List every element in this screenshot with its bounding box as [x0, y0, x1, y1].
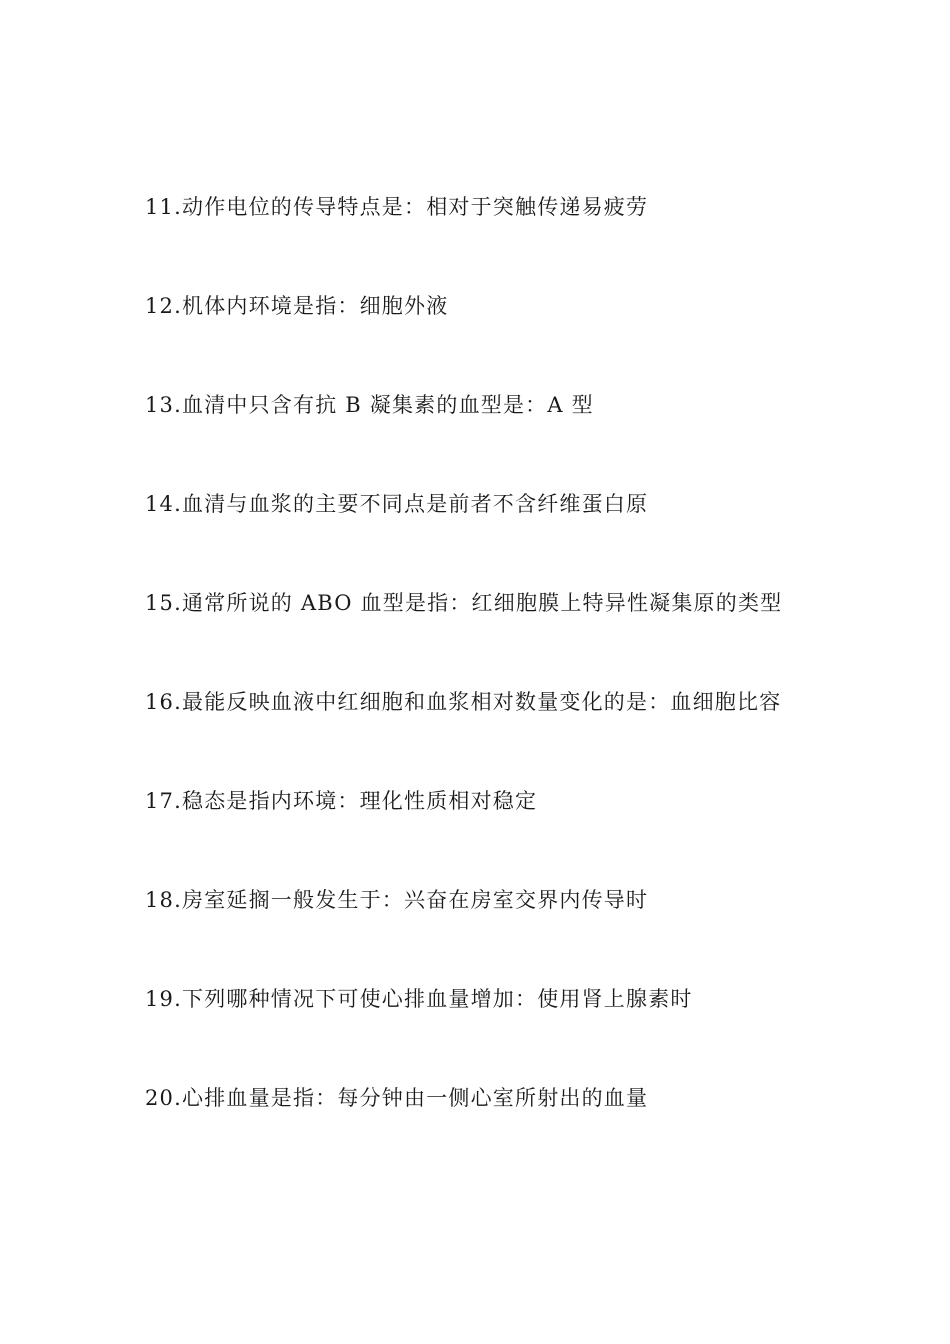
list-item: 14.血清与血浆的主要不同点是前者不含纤维蛋白原 [145, 492, 649, 516]
list-item: 18.房室延搁一般发生于：兴奋在房室交界内传导时 [145, 888, 649, 912]
question-list [145, 183, 825, 1173]
list-item: 20.心排血量是指：每分钟由一侧心室所射出的血量 [145, 1086, 649, 1110]
list-item: 12.机体内环境是指：细胞外液 [145, 294, 449, 318]
list-item: 15.通常所说的 ABO 血型是指：红细胞膜上特异性凝集原的类型 [145, 591, 783, 615]
list-item: 11.动作电位的传导特点是：相对于突触传递易疲劳 [145, 195, 649, 219]
list-item: 16.最能反映血液中红细胞和血浆相对数量变化的是：血细胞比容 [145, 690, 782, 714]
list-item: 17.稳态是指内环境：理化性质相对稳定 [145, 789, 538, 813]
list-item: 19.下列哪种情况下可使心排血量增加：使用肾上腺素时 [145, 987, 693, 1011]
list-item: 13.血清中只含有抗 B 凝集素的血型是：A 型 [145, 393, 594, 417]
